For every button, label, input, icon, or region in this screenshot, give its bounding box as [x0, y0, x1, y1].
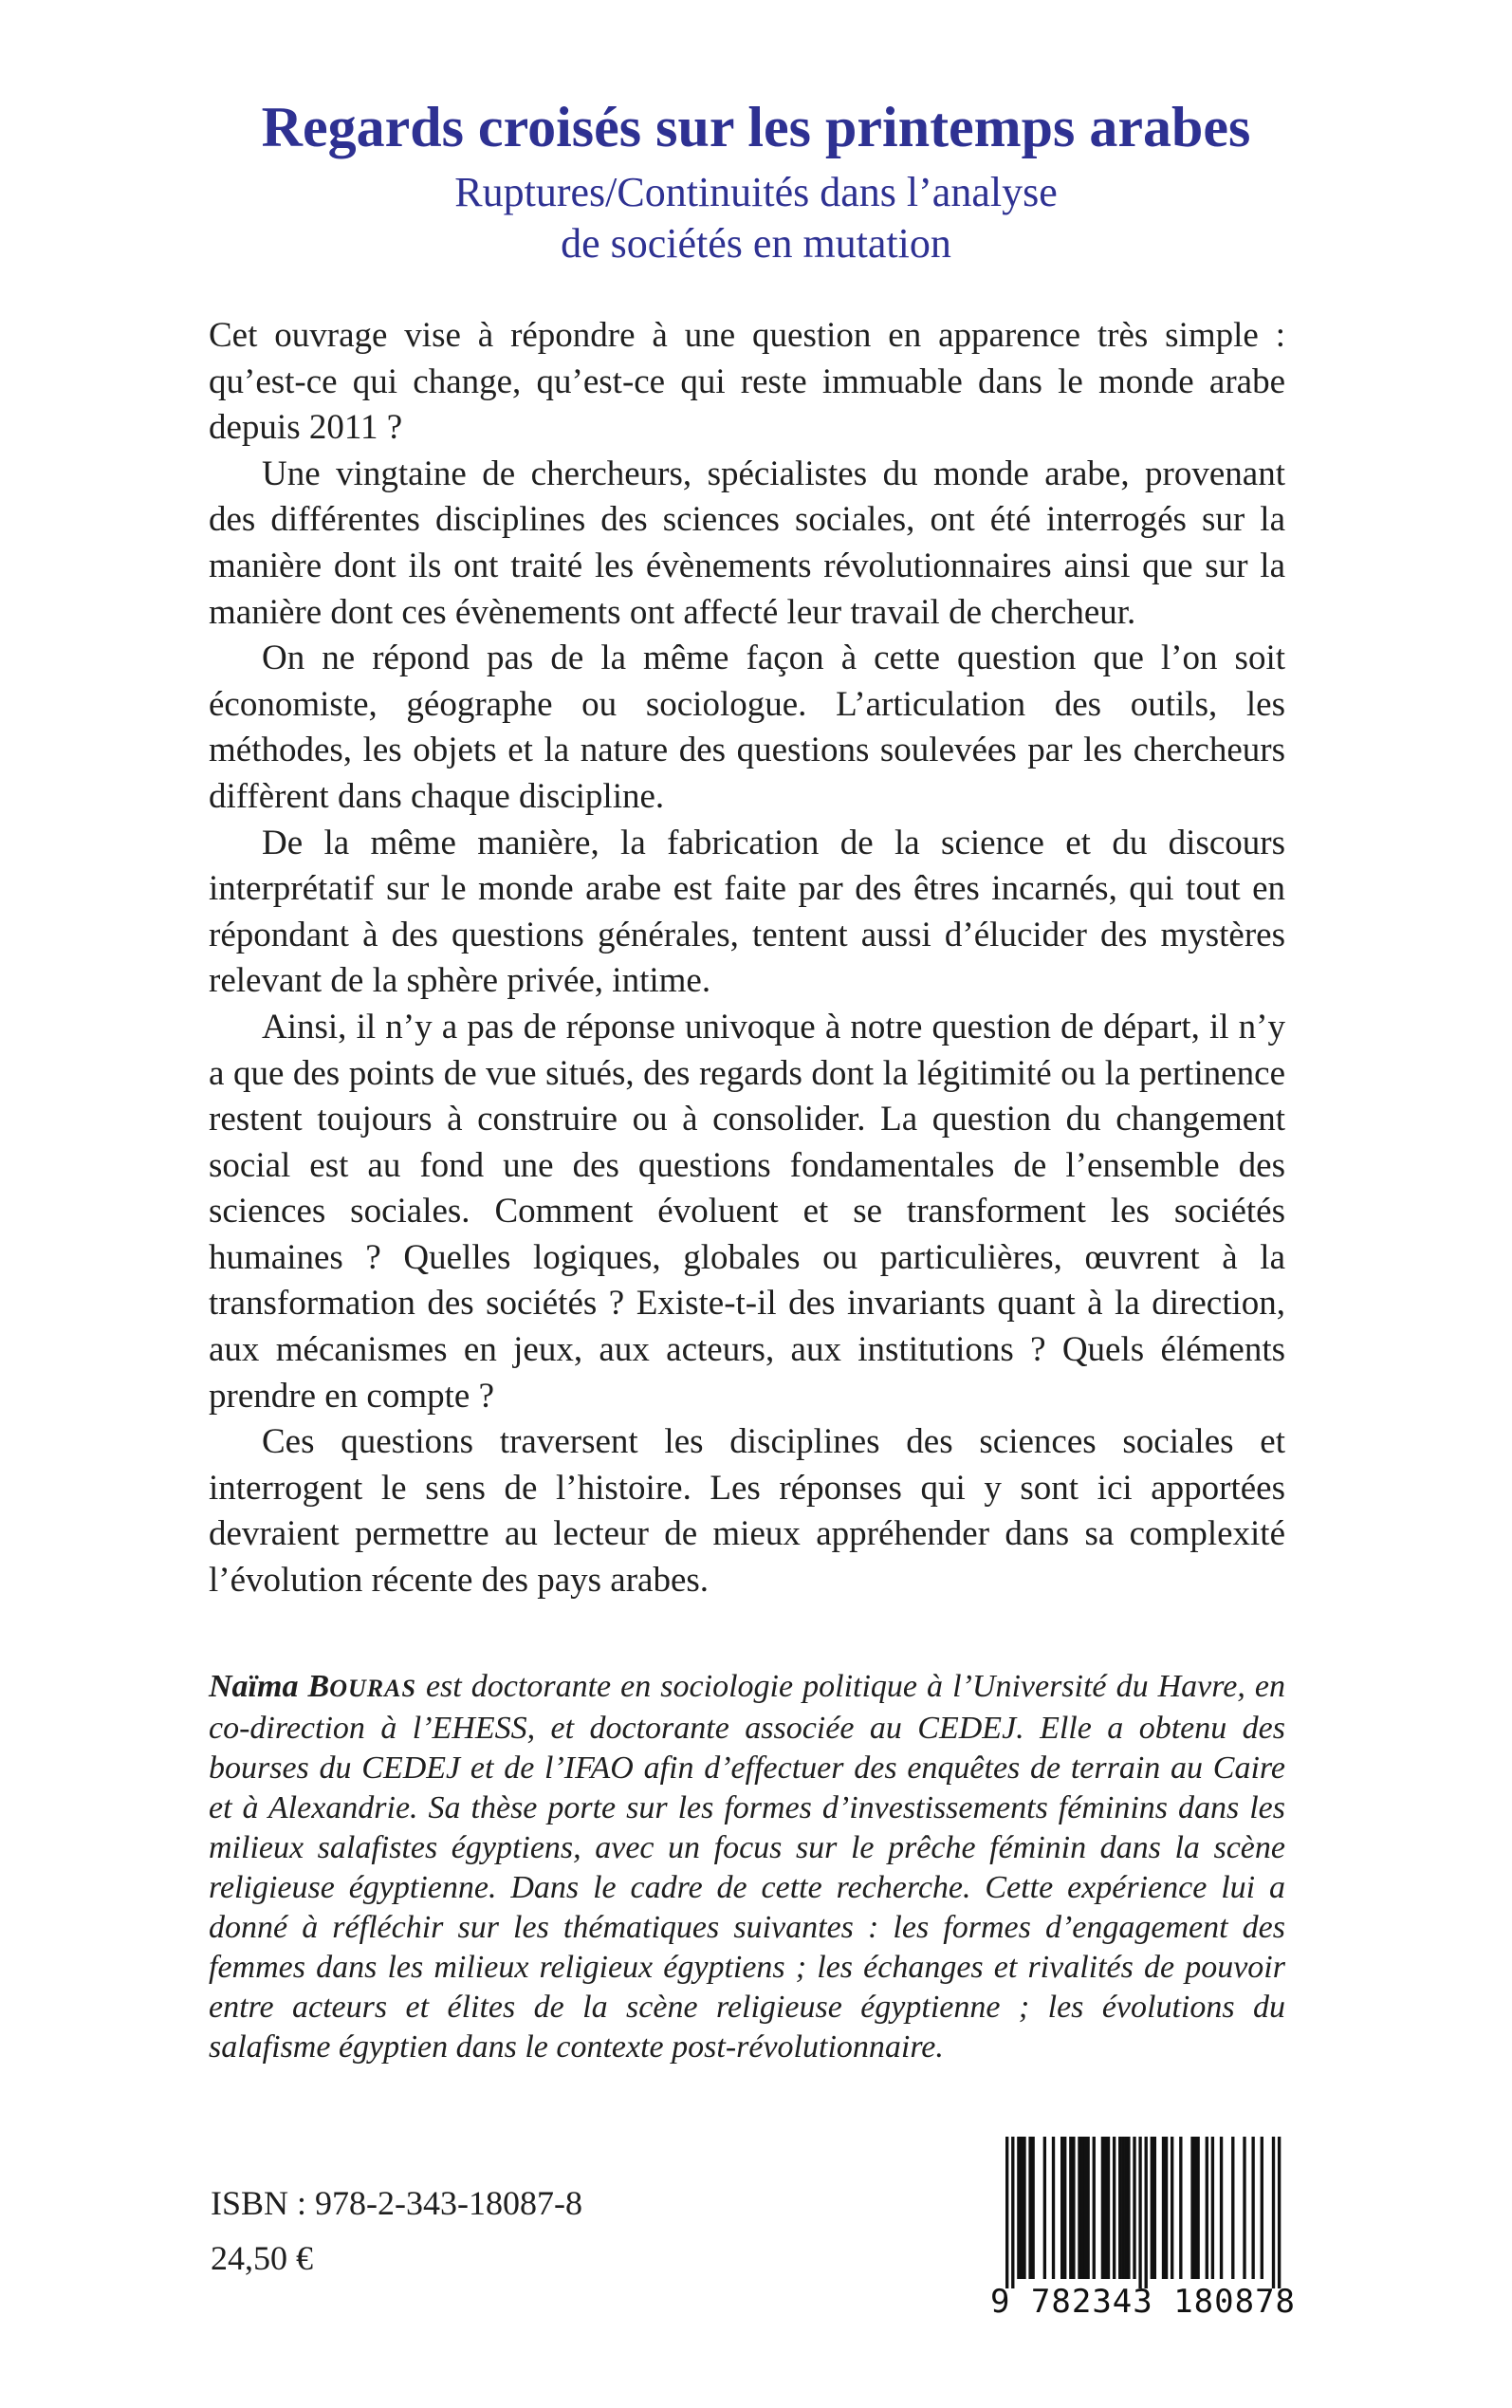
- barcode-bar: [1190, 2137, 1193, 2279]
- blurb-paragraph-2: Une vingtaine de chercheurs, spécialistes du monde arabe, provenant des différentes disciplines des sciences sociales, ont été interrogés sur la manière dont ils ont traité les évènements révolutionnaires ainsi que sur la manière dont ces évènements ont affecté leur travail de chercheur.: [209, 454, 1285, 632]
- barcode-bar: [1196, 2137, 1199, 2279]
- barcode-bar: [1243, 2137, 1245, 2279]
- subtitle-line-2: de sociétés en mutation: [561, 220, 951, 267]
- barcode-bar: [1078, 2137, 1080, 2279]
- blurb-paragraph-5: Ainsi, il n’y a pas de réponse univoque à notre question de départ, il n’y a que des points de vue situés, des regards dont la légitimité ou la pertinence restent toujours à construire ou à consolider. La question du changement social est au fond une des questions fondamentales de l’ensemble des sciences sociales. Comment évoluent et se transforment les sociétés humaines ? Quelles logiques, globales ou particulières, œuvrent à la transformation des sociétés ? Existe-t-il des invariants quant à la direction, aux mécanismes en jeux, aux acteurs, aux institutions ? Quels éléments prendre en compte ?: [209, 1007, 1285, 1416]
- book-subtitle: [0, 167, 1512, 269]
- barcode-bar: [1261, 2137, 1263, 2279]
- barcode-bar: [1023, 2137, 1025, 2279]
- barcode-bar: [1086, 2137, 1089, 2279]
- barcode-bar: [1118, 2137, 1121, 2279]
- subtitle-line-1: Ruptures/Continuités dans l’analyse: [454, 169, 1058, 215]
- barcode-bar: [1043, 2137, 1046, 2279]
- barcode-bar: [1193, 2137, 1196, 2279]
- barcode-bar: [1101, 2137, 1104, 2279]
- price-label: 24,50 €: [211, 2239, 313, 2277]
- barcode-bar: [1133, 2137, 1135, 2279]
- barcode-bar: [1251, 2137, 1254, 2279]
- author-bio: [209, 1667, 1285, 2067]
- barcode-bar: [1052, 2137, 1055, 2279]
- barcode-bar: [1220, 2137, 1223, 2279]
- barcode-bar: [1206, 2137, 1208, 2279]
- barcode-bar: [1083, 2137, 1086, 2279]
- barcode-bar: [1017, 2137, 1020, 2279]
- blurb-paragraph-4: De la même manière, la fabrication de la science et du discours interprétatif sur le monde arabe est faite par des êtres incarnés, qui tout en répondant à des questions générales, tentent aussi d’élucider des mystères relevant de la sphère privée, intime.: [209, 823, 1285, 1001]
- barcode-bar: [1121, 2137, 1124, 2279]
- barcode-bar: [1107, 2137, 1110, 2279]
- barcode-bar: [1072, 2137, 1075, 2279]
- author-last-name-rest: OURAS: [329, 1675, 416, 1702]
- barcode-bar: [1060, 2137, 1063, 2279]
- barcode-bar: [1138, 2137, 1141, 2288]
- barcode-bar: [1005, 2137, 1008, 2288]
- barcode-bar: [1020, 2137, 1023, 2279]
- barcode-digits: 9 782343 180878: [989, 2283, 1297, 2321]
- blurb-paragraph-3: On ne répond pas de la même façon à cette question que l’on soit économiste, géographe ou sociologue. L’articulation des outils, les méthodes, les objets et la nature des questions soulevées par les chercheurs diffèrent dans chaque discipline.: [209, 639, 1285, 816]
- barcode-bar: [1153, 2137, 1156, 2279]
- author-bio-text: est doctorante en sociologie politique à l’Université du Havre, en co-direction à l’EHESS, et doctorante associée au CEDEJ. Elle a obtenu des bourses du CEDEJ et de l’IFAO afin d’effectuer des enquêtes de terrain au Caire et à Alexandrie. Sa thèse porte sur les formes d’investissements féminins dans les milieux salafistes égyptiens, avec un focus sur le prêche féminin dans la scène religieuse égyptienne. Dans le cadre de cette recherche. Cette expérience lui a donné à réfléchir sur les thématiques suivantes : les formes d’engagement des femmes dans les milieux religieux égyptiens ; les échanges et rivalités de pouvoir entre acteurs et élites de la scène religieuse égyptienne ; les évolutions du salafisme égyptien dans le contexte post-révolutionnaire.: [209, 1669, 1285, 2065]
- author-last-initial: B: [307, 1669, 330, 1704]
- barcode-bar: [1028, 2137, 1031, 2279]
- barcode-bar: [1069, 2137, 1072, 2279]
- barcode-bar: [1211, 2137, 1214, 2279]
- barcode-bar: [1278, 2137, 1281, 2288]
- barcode-bar: [1171, 2137, 1173, 2279]
- barcode-bar: [1151, 2137, 1153, 2279]
- barcode-bar: [1093, 2137, 1096, 2279]
- isbn-label: ISBN : 978-2-343-18087-8: [211, 2184, 582, 2222]
- barcode-bar: [1031, 2137, 1034, 2279]
- barcode-bar: [1104, 2137, 1107, 2279]
- barcode-bar: [1063, 2137, 1066, 2279]
- blurb-paragraph-6: Ces questions traversent les disciplines des sciences sociales et interrogent le sens de l’histoire. Les réponses qui y sont ici apportées devraient permettre au lecteur de mieux appréhender dans sa complexité l’évolution récente des pays arabes.: [209, 1422, 1285, 1601]
- barcode-bars: [986, 2137, 1300, 2288]
- barcode-bar: [1080, 2137, 1083, 2279]
- barcode-bar: [1231, 2137, 1234, 2279]
- barcode-bar: [1162, 2137, 1165, 2279]
- barcode-bar: [1113, 2137, 1116, 2279]
- book-title: Regards croisés sur les printemps arabes: [261, 96, 1251, 158]
- author-name: [209, 1669, 416, 1704]
- barcode-bar: [1272, 2137, 1275, 2288]
- barcode-bar: [1127, 2137, 1130, 2279]
- author-first-name: Naïma: [209, 1669, 308, 1704]
- barcode-bar: [1165, 2137, 1168, 2279]
- blurb-text: [209, 313, 1285, 1604]
- barcode-bar: [1124, 2137, 1127, 2279]
- barcode-bar: [1145, 2137, 1148, 2288]
- barcode-bar: [1011, 2137, 1014, 2288]
- barcode-bar: [1179, 2137, 1182, 2279]
- blurb-paragraph-1: Cet ouvrage vise à répondre à une question en apparence très simple : qu’est-ce qui change, qu’est-ce qui reste immuable dans le monde arabe depuis 2011 ?: [209, 316, 1285, 448]
